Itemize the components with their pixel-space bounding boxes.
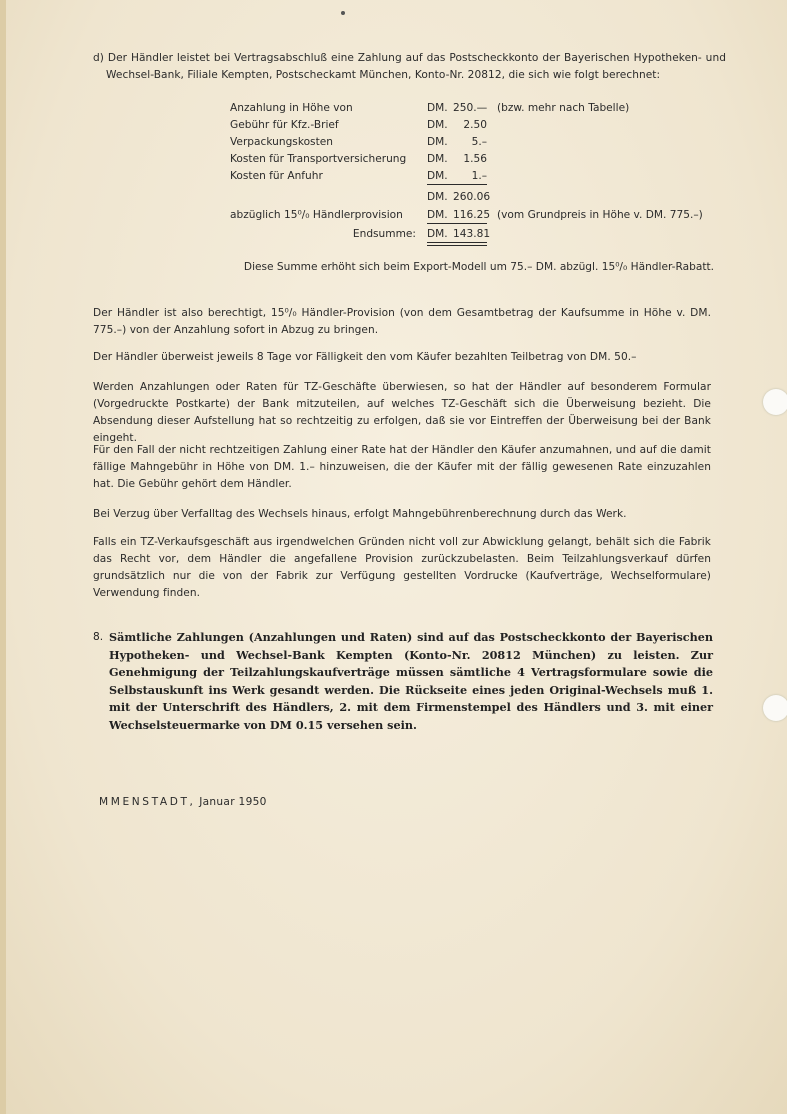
punch-hole-upper — [763, 389, 787, 415]
deduction-label: abzüglich 15⁰/₀ Händlerprovision — [230, 209, 403, 221]
row-amount: DM. 1.– — [427, 170, 487, 182]
row-label: Gebühr für Kfz.-Brief — [230, 119, 339, 131]
place-date-line — [99, 796, 267, 808]
paragraph-overdue: Bei Verzug über Verfalltag des Wechsels hinaus, erfolgt Mahngebührenberechnung durch das Werk. — [93, 508, 627, 520]
place: MMENSTADT, — [99, 796, 196, 808]
page-edge — [0, 0, 6, 1114]
row-label: Anzahlung in Höhe von — [230, 102, 353, 114]
total-double-rule-1 — [427, 242, 487, 243]
total-amount: DM. 143.81 — [427, 228, 491, 240]
row-amount: DM. 250.— — [427, 102, 488, 114]
item-8-payment-terms — [93, 629, 713, 735]
row-label: Kosten für Anfuhr — [230, 170, 323, 182]
row-amount: DM. 5.– — [427, 136, 487, 148]
row-note: (bzw. mehr nach Tabelle) — [497, 102, 630, 114]
paragraph-cancellation: Falls ein TZ-Verkaufsgeschäft aus irgendwelchen Gründen nicht voll zur Abwicklung gelangt, behält sich die Fabrik das Recht vor, dem Händler die angefallene Provision zurückzubelasten. Beim Teilzahlungsverkauf dürfen grundsätzlich nur die von der Fabrik zur Verfügung gestellten Vordrucke (Kaufverträge, Wechselformulare) Verwendung finden. — [93, 536, 711, 599]
section-d-intro: d) Der Händler leistet bei Vertragsabschluß eine Zahlung auf das Postscheckkonto der Bayerischen Hypotheken- und Wechsel-Bank, Filiale Kempten, Postscheckamt München, Konto-Nr. 20812, die sich wie folgt berechnet: — [93, 52, 726, 81]
item-number: 8. — [93, 631, 104, 643]
deduction-amount: DM. 116.25 — [427, 209, 491, 221]
row-label: Verpackungskosten — [230, 136, 333, 148]
paragraph-tz-notice: Werden Anzahlungen oder Raten für TZ-Geschäfte überwiesen, so hat der Händler auf besonderem Formular (Vorgedruckte Postkarte) der Bank mitzuteilen, auf welches TZ-Geschäft sich die Überweisung bezieht. Die Absendung dieser Aufstellung hat so rechtzeitig zu erfolgen, daß sie vor Eintreffen der Überweisung bei der Bank eingeht. — [93, 381, 711, 444]
row-label: Kosten für Transportversicherung — [230, 153, 407, 165]
deduction-rule — [427, 223, 487, 224]
row-amount: DM. 2.50 — [427, 119, 487, 131]
punch-hole-lower — [763, 695, 787, 721]
row-amount: DM. 1.56 — [427, 153, 487, 165]
total-double-rule-2 — [427, 245, 487, 246]
export-model-note: Diese Summe erhöht sich beim Export-Modell um 75.– DM. abzügl. 15⁰/₀ Händler-Rabatt. — [243, 261, 714, 273]
total-label: Endsumme: — [352, 228, 416, 240]
subtotal-amount: DM. 260.06 — [427, 191, 491, 203]
paper-speck — [341, 11, 345, 15]
sum-rule — [427, 184, 487, 185]
date: Januar 1950 — [199, 796, 267, 808]
paragraph-transfer: Der Händler überweist jeweils 8 Tage vor Fälligkeit den vom Käufer bezahlten Teilbetrag von DM. 50.– — [93, 351, 637, 363]
paragraph-reminder: Für den Fall der nicht rechtzeitigen Zahlung einer Rate hat der Händler den Käufer anzumahnen, und auf die damit fällige Mahngebühr in Höhe von DM. 1.– hinzuweisen, die der Käufer mit der fällig gewesenen Rate einzuzahlen hat. Die Gebühr gehört dem Händler. — [93, 444, 711, 490]
deduction-note: (vom Grundpreis in Höhe v. DM. 775.–) — [497, 209, 703, 221]
item-text: Sämtliche Zahlungen (Anzahlungen und Raten) sind auf das Postscheckkonto der Bayerischen Hypotheken- und Wechsel-Bank Kempten (Konto-Nr. 20812 München) zu leisten. Zur Genehmigung der Teilzahlungskaufverträge müssen sämtliche 4 Vertragsformulare sowie die Selbstauskunft ins Werk gesandt werden. Die Rückseite eines jeden Original-Wechsels muß 1. mit der Unterschrift des Händlers, 2. mit dem Firmenstempel des Händlers und 3. mit einer Wechselsteuermarke von DM 0.15 versehen sein. — [109, 630, 713, 732]
paragraph-provision: Der Händler ist also berechtigt, 15⁰/₀ Händler-Provision (von dem Gesamtbetrag der Kaufsumme in Höhe v. DM. 775.–) von der Anzahlung sofort in Abzug zu bringen. — [93, 307, 711, 336]
